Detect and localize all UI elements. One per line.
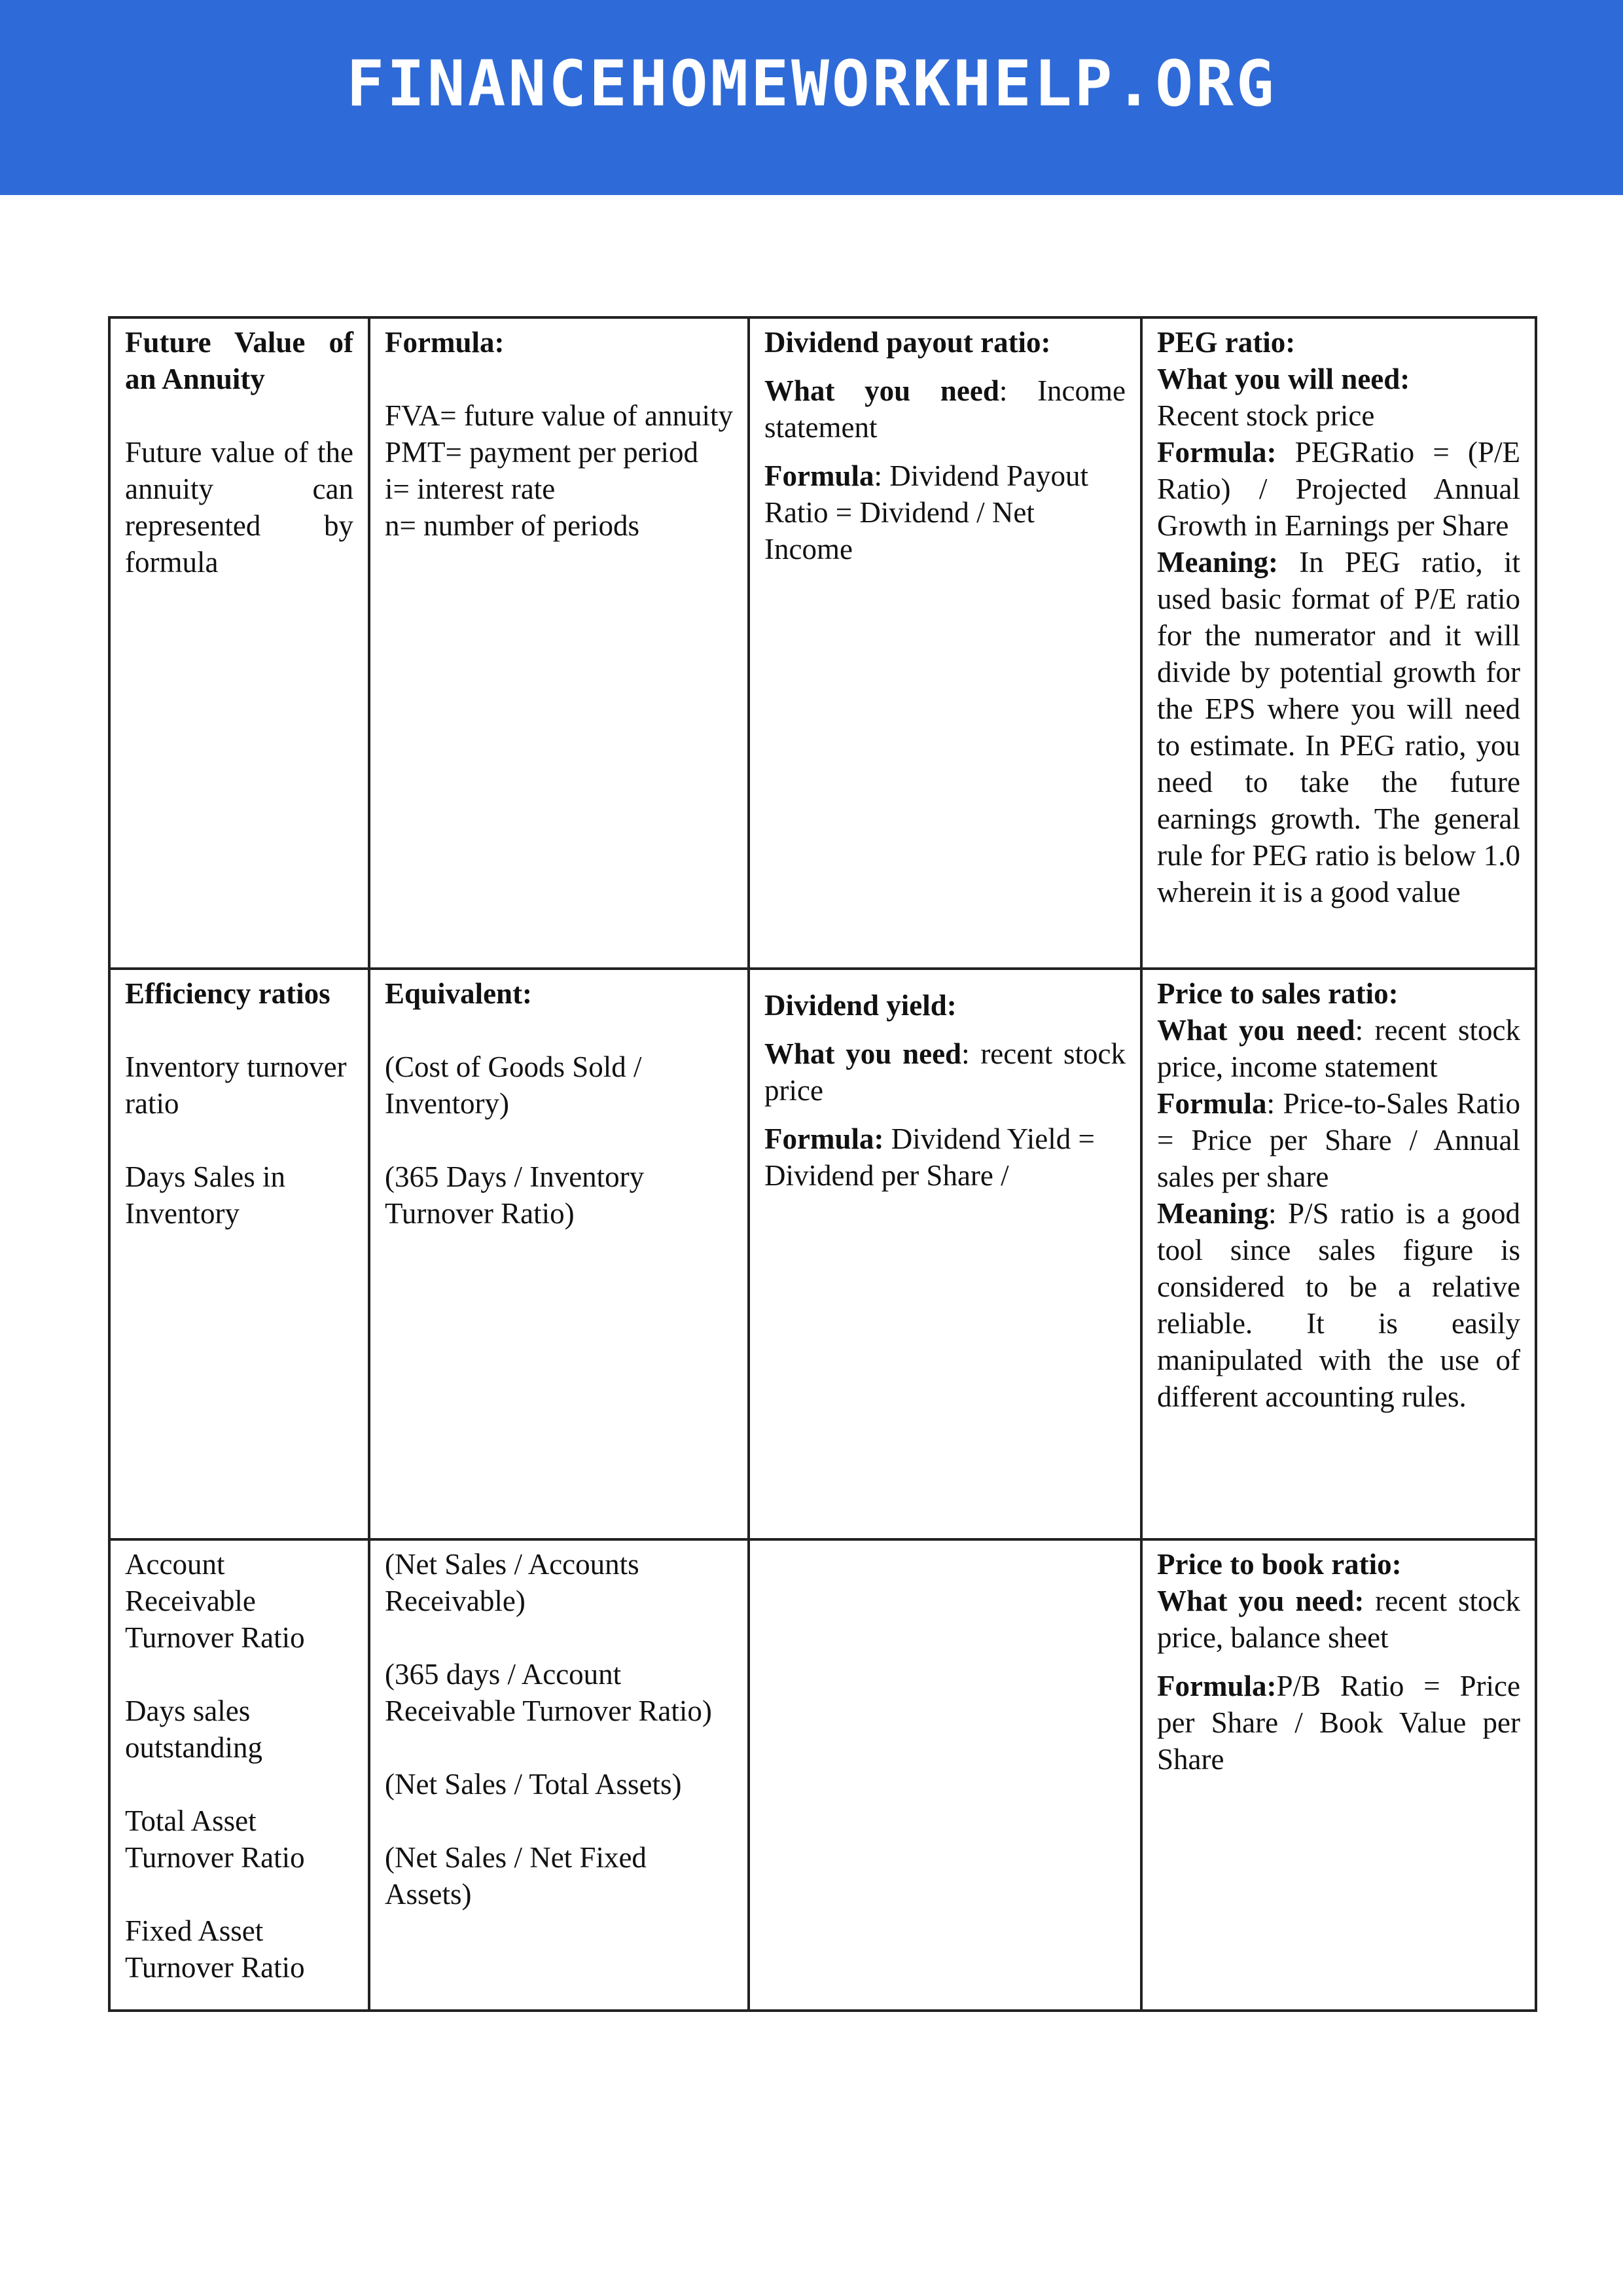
need-label: What you need: [764, 1037, 962, 1070]
cell-text: Future value of the annuity can represented by formula: [125, 436, 353, 579]
site-title: FINANCEHOMEWORKHELP.ORG: [346, 47, 1277, 120]
cell-heading: Dividend payout ratio:: [764, 326, 1051, 359]
need-label: What you will need:: [1157, 363, 1410, 395]
ratio-formula: (Net Sales / Net Fixed Assets): [385, 1841, 647, 1910]
meaning-value: : P/S ratio is a good tool since sales figure is considered to be a relative reliable. It is easily manipulated with the use of different accounting rules.: [1157, 1197, 1520, 1413]
formula-text: [764, 1121, 1126, 1194]
ratio-name: Days Sales in Inventory: [125, 1160, 285, 1230]
formula-text: [1157, 1085, 1520, 1195]
formula-text: [1157, 1668, 1520, 1778]
meaning-text: [1157, 544, 1520, 910]
formula-line: i= interest rate: [385, 473, 556, 505]
cell-heading: Price to sales ratio:: [1157, 977, 1399, 1010]
ratio-formula: (365 days / Account Receivable Turnover Ratio): [385, 1658, 712, 1727]
formula-label: Formula:: [1157, 1670, 1277, 1702]
table-row: [109, 317, 1536, 969]
cell-heading: Price to book ratio:: [1157, 1548, 1402, 1581]
site-banner: [0, 0, 1623, 195]
cell-turnover-ratios: [109, 1539, 369, 2011]
ratio-name: Inventory turnover ratio: [125, 1050, 347, 1120]
need-text: [1157, 1012, 1520, 1085]
table-row: [109, 1539, 1536, 2011]
formula-line: PMT= payment per period: [385, 436, 699, 469]
ratio-formula: (Net Sales / Total Assets): [385, 1768, 682, 1801]
ratio-formula: (Cost of Goods Sold / Inventory): [385, 1050, 642, 1120]
cell-price-to-book: [1141, 1539, 1536, 2011]
cell-heading: Efficiency ratios: [125, 977, 330, 1010]
need-value: recent stock price, balance sheet: [1157, 1585, 1520, 1654]
cell-turnover-formulas: [369, 1539, 749, 2011]
ratio-name: Account Receivable Turnover Ratio: [125, 1548, 305, 1654]
formula-value: : Price-to-Sales Ratio = Price per Share / Annual sales per share: [1157, 1087, 1520, 1193]
need-label: What you need: [1157, 1014, 1355, 1047]
formula-line: n= number of periods: [385, 509, 640, 542]
meaning-label: Meaning: [1157, 1197, 1269, 1230]
formula-text: [1157, 434, 1520, 544]
cell-peg-ratio: [1141, 317, 1536, 969]
cell-formula: [369, 317, 749, 969]
ratio-formula: (Net Sales / Accounts Receivable): [385, 1548, 639, 1617]
formula-label: Formula: [764, 459, 874, 492]
need-text: [1157, 1583, 1520, 1656]
cell-efficiency-ratios: [109, 969, 369, 1539]
cell-dividend-yield: [749, 969, 1141, 1539]
formula-value: P/B Ratio = Price per Share / Book Value per Share: [1157, 1670, 1520, 1776]
formula-line: FVA= future value of annuity: [385, 399, 733, 432]
formula-value: : Dividend Payout Ratio = Dividend / Net Income: [764, 459, 1088, 565]
cell-heading: Future Value of an Annuity: [125, 326, 353, 395]
ratio-table: [108, 316, 1537, 2012]
ratio-formula: (365 Days / Inventory Turnover Ratio): [385, 1160, 645, 1230]
ratio-name: Total Asset Turnover Ratio: [125, 1804, 305, 1874]
need-value: Recent stock price: [1157, 399, 1375, 432]
cell-heading: PEG ratio:: [1157, 326, 1296, 359]
need-text: [764, 372, 1126, 446]
need-value: : recent stock price: [764, 1037, 1126, 1107]
formula-label: Formula: [1157, 1087, 1267, 1120]
cell-heading: Equivalent:: [385, 977, 533, 1010]
cell-future-value: [109, 317, 369, 969]
meaning-value: In PEG ratio, it used basic format of P/E ratio for the numerator and it will divide by potential growth for the EPS where you will need to estimate. In PEG ratio, you need to take the future earnings growth. The general rule for PEG ratio is below 1.0 wherein it is a good value: [1157, 546, 1520, 908]
formula-label: Formula:: [1157, 436, 1277, 469]
meaning-label: Meaning:: [1157, 546, 1278, 579]
cell-empty: [749, 1539, 1141, 2011]
formula-label: Formula:: [764, 1122, 884, 1155]
need-value: : Income statement: [764, 374, 1126, 444]
meaning-text: [1157, 1195, 1520, 1415]
ratio-name: Fixed Asset Turnover Ratio: [125, 1914, 305, 1984]
cell-price-to-sales: [1141, 969, 1536, 1539]
cell-heading: Formula:: [385, 326, 505, 359]
ratio-name: Days sales outstanding: [125, 1695, 262, 1764]
formula-text: [764, 457, 1126, 567]
need-label: What you need: [764, 374, 999, 407]
need-text: [764, 1035, 1126, 1109]
table-row: [109, 969, 1536, 1539]
cell-dividend-payout: [749, 317, 1141, 969]
cell-heading: Dividend yield:: [764, 989, 957, 1022]
cell-equivalent: [369, 969, 749, 1539]
need-value: : recent stock price, income statement: [1157, 1014, 1520, 1083]
formula-value: Dividend Yield = Dividend per Share /: [764, 1122, 1095, 1192]
need-label: What you need:: [1157, 1585, 1364, 1617]
formula-value: PEGRatio = (P/E Ratio) / Projected Annual Growth in Earnings per Share: [1157, 436, 1520, 542]
